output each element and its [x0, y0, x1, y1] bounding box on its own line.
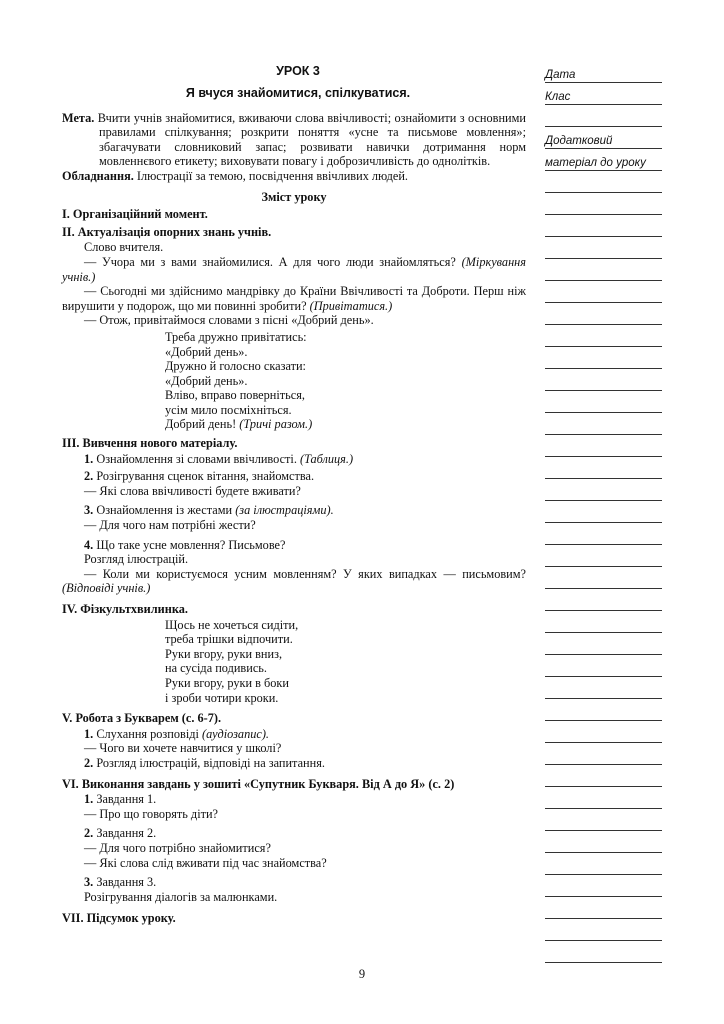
dialogue-line: — Чого ви хочете навчитися у школі?: [84, 741, 282, 756]
note-line[interactable]: [545, 948, 662, 963]
additional-material-label-row: [545, 134, 662, 149]
goal-label: Мета.: [62, 110, 95, 125]
verse-line: Руки вгору, руки вниз,: [165, 646, 283, 661]
page-number: 9: [358, 967, 366, 981]
note-line[interactable]: [545, 574, 662, 589]
note-line[interactable]: [545, 860, 662, 875]
note: (за ілюстраціями).: [235, 503, 334, 518]
section-title-primer-work: V. Робота з Букварем (с. 6-7).: [62, 711, 222, 726]
section-title-workbook-tasks: VI. Виконання завдань у зошиті «Супутник Букваря. Від А до Я» (с. 2): [62, 776, 455, 791]
note-line[interactable]: [545, 354, 662, 369]
list-text: Розгляд ілюстрацій.: [84, 552, 189, 567]
exercise-verse: [62, 618, 526, 706]
class-field[interactable]: [545, 90, 662, 105]
note: (Привітатися.): [309, 298, 393, 313]
verse-line: Добрий день! (Тричі разом.): [165, 417, 313, 432]
additional-material-label-row: [545, 156, 662, 171]
verse-line: Дружно й голосно сказати:: [165, 359, 306, 374]
note-line[interactable]: [545, 266, 662, 281]
list-item: 2. Розгляд ілюстрацій, відповіді на запитання.: [84, 755, 325, 770]
dialogue-line: — Учора ми з вами знайомилися. А для чого люди знайомляться? (Міркування учнів.): [62, 254, 526, 284]
section-title-physical-break: IV. Фізкультхвилинка.: [62, 602, 188, 616]
section-title-new-material: III. Вивчення нового матеріалу.: [62, 436, 238, 451]
equipment-text: Ілюстрації за темою, посвідчення ввічливих людей.: [136, 168, 408, 183]
song-verse: [62, 330, 526, 432]
list-item: 2. Розігрування сценок вітання, знайомства.: [84, 469, 315, 484]
note-line[interactable]: [545, 442, 662, 457]
class-label: Клас: [545, 91, 571, 103]
section-title-actualization: II. Актуалізація опорних знань учнів.: [62, 224, 272, 239]
note-line[interactable]: [545, 706, 662, 721]
note-line[interactable]: [545, 816, 662, 831]
list-item: 1. Слухання розповіді (аудіозапис).: [84, 726, 269, 741]
note-line[interactable]: [545, 552, 662, 567]
note-line[interactable]: [545, 662, 662, 677]
note-line[interactable]: [545, 244, 662, 259]
lesson-goal: [62, 111, 526, 169]
note-line[interactable]: [545, 838, 662, 853]
lesson-number: УРОК 3: [276, 64, 320, 78]
teacher-word: Слово вчителя.: [84, 240, 164, 255]
note-line[interactable]: [545, 178, 662, 193]
note-line[interactable]: [545, 222, 662, 237]
note-line[interactable]: [545, 728, 662, 743]
note: (Міркування учнів.): [62, 254, 526, 284]
dialogue-line: — Для чого нам потрібні жести?: [84, 518, 256, 533]
note: (аудіозапис).: [202, 726, 269, 741]
note-line[interactable]: [545, 486, 662, 501]
dialogue-line: — Коли ми користуємося усним мовленням? У яких випадках — письмовим? (Відповіді учнів.): [62, 566, 526, 596]
list-item: 2. Завдання 2.: [84, 826, 157, 841]
note-line[interactable]: [545, 112, 662, 127]
note-line[interactable]: [545, 508, 662, 523]
verse-line: і зроби чотири кроки.: [165, 690, 279, 705]
dialogue-line: — Про що говорять діти?: [84, 806, 219, 821]
note-line[interactable]: [545, 376, 662, 391]
dialogue-line: — Отож, привітаймося словами з пісні «Добрий день».: [84, 313, 374, 328]
content-heading: Зміст уроку: [261, 189, 327, 204]
lesson-equipment: [62, 169, 526, 184]
note-line[interactable]: [545, 904, 662, 919]
verse-line: Вліво, вправо поверніться,: [165, 388, 305, 403]
list-text: Розігрування діалогів за малюнками.: [84, 889, 278, 904]
list-item: 4. Що таке усне мовлення? Письмове?: [84, 537, 286, 552]
list-item: 3. Ознайомлення із жестами (за ілюстраціями).: [84, 503, 334, 518]
dialogue-line: — Які слова ввічливості будете вживати?: [84, 483, 301, 498]
note-line[interactable]: [545, 332, 662, 347]
date-field[interactable]: [545, 68, 662, 83]
note-line[interactable]: [545, 882, 662, 897]
note-line[interactable]: [545, 200, 662, 215]
note-line[interactable]: [545, 772, 662, 787]
note-line[interactable]: [545, 926, 662, 941]
note-line[interactable]: [545, 684, 662, 699]
verse-line: Щось не хочеться сидіти,: [165, 617, 299, 632]
list-item: 1. Завдання 1.: [84, 792, 157, 807]
note-line[interactable]: [545, 420, 662, 435]
lesson-title: Я вчуся знайомитися, спілкуватися.: [185, 86, 411, 100]
verse-line: «Добрий день».: [165, 373, 248, 388]
dialogue-line: — Для чого потрібно знайомитися?: [84, 840, 271, 855]
dialogue-line: — Сьогодні ми здійснимо мандрівку до Країни Ввічливості та Доброти. Перш ніж вирушити у подорож, що ми повинні зробити? (Привітатися.): [62, 284, 526, 313]
note-line[interactable]: [545, 794, 662, 809]
note-line[interactable]: [545, 464, 662, 479]
note-line[interactable]: [545, 310, 662, 325]
list-item: 1. Ознайомлення зі словами ввічливості. (Таблиця.): [84, 451, 354, 466]
equipment-label: Обладнання.: [62, 168, 134, 183]
note-line[interactable]: [545, 618, 662, 633]
section-title-organizational: I. Організаційний момент.: [62, 207, 208, 222]
note: (Таблиця.): [300, 451, 354, 466]
list-item: 3. Завдання 3.: [84, 875, 157, 890]
note-line[interactable]: [545, 530, 662, 545]
verse-line: треба трішки відпочити.: [165, 632, 293, 647]
section-title-summary: VII. Підсумок уроку.: [62, 911, 176, 926]
verse-line: Треба дружно привітатись:: [165, 329, 307, 344]
note-line[interactable]: [545, 640, 662, 655]
note-line[interactable]: [545, 750, 662, 765]
verse-line: на сусіда подивись.: [165, 661, 267, 676]
verse-line: усім мило посміхніться.: [165, 402, 292, 417]
dialogue-line: — Які слова слід вживати під час знайомства?: [84, 855, 327, 870]
verse-line: Руки вгору, руки в боки: [165, 675, 289, 690]
note-line[interactable]: [545, 288, 662, 303]
note: (Відповіді учнів.): [62, 581, 151, 596]
lesson-plan: [62, 64, 526, 927]
verse-line: «Добрий день».: [165, 344, 248, 359]
additional-label-1: Додатковий: [545, 135, 613, 147]
note: (Тричі разом.): [239, 417, 313, 432]
goal-text: Вчити учнів знайомитися, вживаючи слова ввічливості; ознайомити з основними правилами спілкування; розкрити поняття «усне та письмове мовлення»; збагачувати словниковий запас; розвивати навички дотримання норм мовленнєвого етикету; виховувати повагу і доброзичливість до однолітків.: [97, 110, 526, 169]
additional-label-2: матеріал до уроку: [545, 157, 646, 169]
date-label: Дата: [545, 69, 576, 81]
note-line[interactable]: [545, 398, 662, 413]
note-line[interactable]: [545, 596, 662, 611]
